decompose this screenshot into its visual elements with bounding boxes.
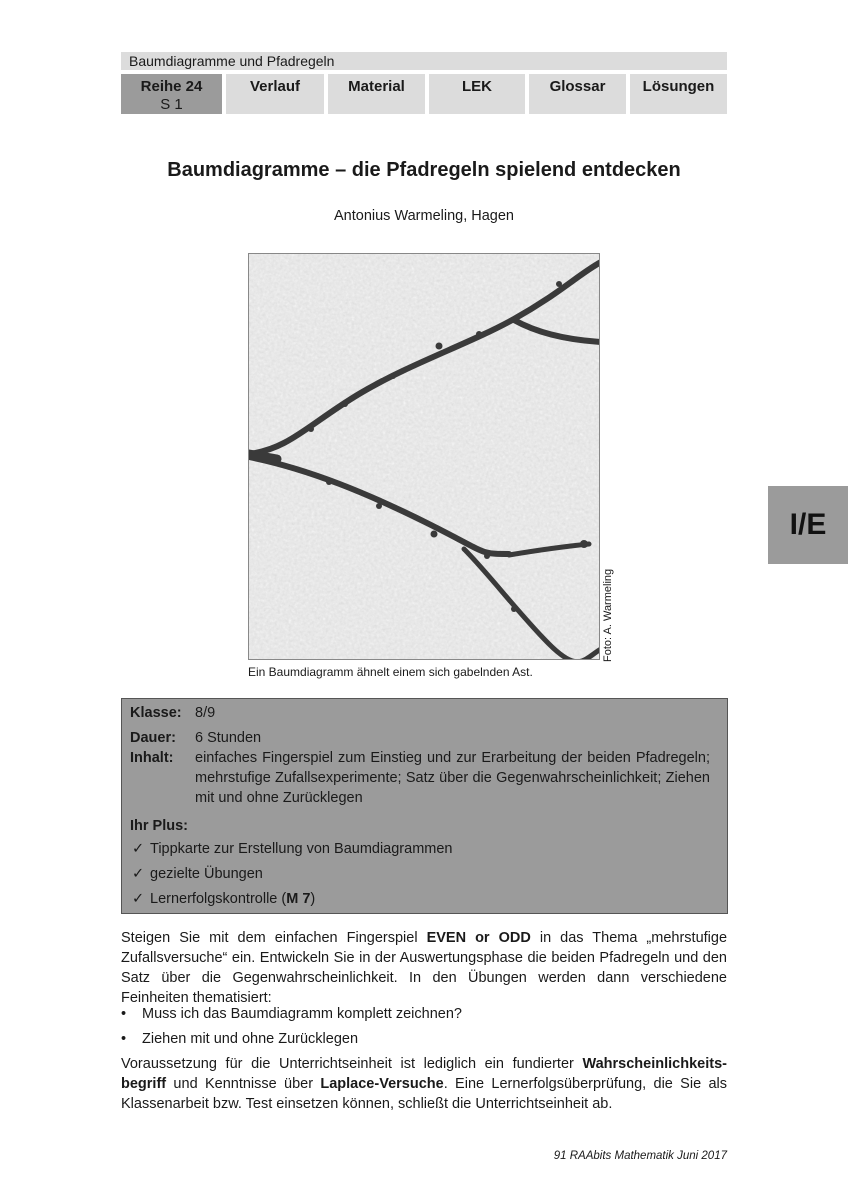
inhalt-label: Inhalt: xyxy=(130,750,174,766)
bullet-icon: • xyxy=(121,1031,127,1047)
prereq-bold-term: Wahrscheinlichkeitsbegriff xyxy=(121,1056,727,1092)
plus-item-text: gezielte Übungen xyxy=(150,866,263,882)
check-icon: ✓ xyxy=(132,866,145,882)
tab-reihe-sub: S 1 xyxy=(160,96,183,113)
prerequisite-paragraph xyxy=(121,1054,727,1114)
plus-item xyxy=(132,889,315,909)
tab-material[interactable]: Material xyxy=(328,74,425,114)
plus-item-text: Tippkarte zur Erstellung von Baumdiagrammen xyxy=(150,841,453,857)
prereq-text-end: . Eine Lernerfolgsüberprüfung, die Sie als Klassenarbeit bzw. Test einsetzen können, schließt die Unterrichtseinheit ab. xyxy=(121,1076,727,1112)
tab-glossar[interactable]: Glossar xyxy=(529,74,626,114)
page-footer: 91 RAAbits Mathematik Juni 2017 xyxy=(553,1150,727,1162)
branch-illustration xyxy=(249,254,600,660)
dauer-label: Dauer: xyxy=(130,730,176,746)
klasse-value: 8/9 xyxy=(195,705,216,721)
section-header: Baumdiagramme und Pfadregeln xyxy=(121,52,727,70)
intro-text-rest: in das Thema „mehrstufige Zufallsversuche“ ein. Entwickeln Sie in der Auswertungsphase die beiden Pfadregeln und den Satz über die Gegenwahrscheinlichkeit. In den Übungen werden dann verschiedene Feinheiten thematisiert: xyxy=(121,930,728,1006)
branch-photo xyxy=(248,253,600,660)
plus-item xyxy=(132,864,263,884)
tab-verlauf[interactable]: Verlauf xyxy=(226,74,324,114)
list-item-text: Ziehen mit und ohne Zurücklegen xyxy=(142,1031,359,1047)
check-icon: ✓ xyxy=(132,891,145,907)
intro-paragraph xyxy=(121,928,727,1008)
prereq-bold-term-2: Laplace-Versuche xyxy=(320,1076,444,1092)
page-title: Baumdiagramme – die Pfadregeln spielend entdecken xyxy=(167,159,681,181)
check-icon: ✓ xyxy=(132,841,145,857)
plus-item-ref: M 7 xyxy=(286,891,311,907)
tab-reihe[interactable] xyxy=(121,74,222,114)
photo-caption: Ein Baumdiagramm ähnelt einem sich gabelnden Ast. xyxy=(248,665,533,679)
intro-text: Steigen Sie mit dem einfachen Fingerspiel xyxy=(121,930,427,946)
plus-item-text-end: ) xyxy=(310,891,316,907)
prereq-text: Voraussetzung für die Unterrichtseinheit ist lediglich ein fundierter xyxy=(121,1056,583,1072)
photo-credit: Foto: A. Warmeling xyxy=(602,568,614,662)
tab-reihe-label: Reihe 24 xyxy=(140,78,203,95)
tab-loesungen[interactable]: Lösungen xyxy=(630,74,727,114)
info-box xyxy=(121,698,728,914)
plus-item xyxy=(132,839,453,859)
level-tab: I/E xyxy=(768,486,848,564)
plus-heading: Ihr Plus: xyxy=(130,818,189,834)
klasse-label: Klasse: xyxy=(130,705,182,721)
prereq-text-mid: und Kenntnisse über xyxy=(166,1076,321,1092)
game-name: EVEN or ODD xyxy=(426,930,531,946)
author: Antonius Warmeling, Hagen xyxy=(334,208,514,224)
dauer-value: 6 Stunden xyxy=(195,730,262,746)
list-item xyxy=(121,1031,358,1047)
tab-lek[interactable]: LEK xyxy=(429,74,525,114)
inhalt-value: einfaches Fingerspiel zum Einstieg und zur Erarbeitung der beiden Pfadregeln; mehrstufige Zufallsexperimente; Satz über die Gegenwahrscheinlichkeit; Ziehen mit und ohne Zurücklegen xyxy=(195,750,710,806)
list-item-text: Muss ich das Baumdiagramm komplett zeichnen? xyxy=(142,1006,462,1022)
list-item xyxy=(121,1006,462,1022)
plus-item-text: Lernerfolgskontrolle ( xyxy=(150,891,287,907)
bullet-icon: • xyxy=(121,1006,127,1022)
